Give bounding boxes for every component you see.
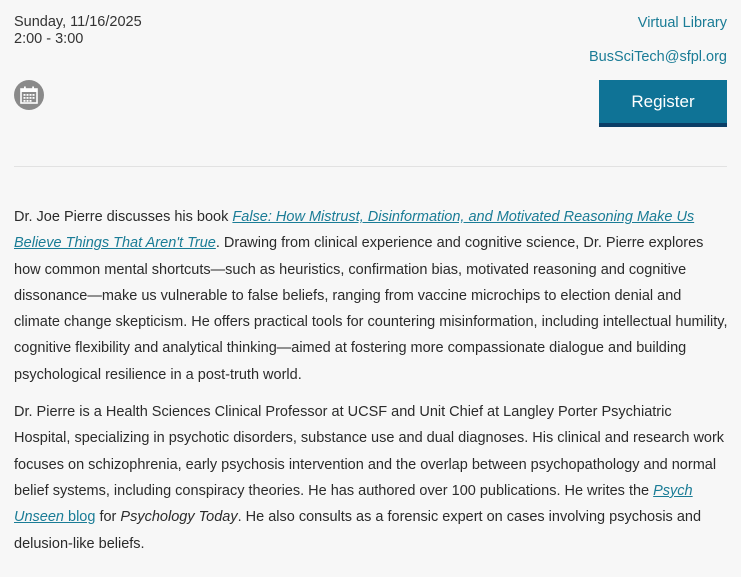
- event-header: [0, 0, 741, 168]
- location-link[interactable]: Virtual Library: [637, 15, 727, 31]
- description-intro: Dr. Joe Pierre discusses his book: [14, 209, 233, 225]
- calendar-icon: [20, 86, 38, 104]
- email-link[interactable]: BusSciTech@sfpl.org: [588, 49, 727, 65]
- description-text: . Drawing from clinical experience and cognitive science, Dr. Pierre explores how common mental shortcuts—such as heuristics, confirmation bias, motivated reasoning and cognitive dissonance—make us vulnerable to false beliefs, ranging from vaccine microchips to election denial and climate change skepticism. He offers practical tools for countering misinformation, including intellectual humility, cognitive flexibility and analytical thinking—aimed at fostering more compassionate dialogue and building psychological resilience in a post-truth world.: [14, 235, 728, 383]
- description-paragraph-2: [14, 399, 730, 557]
- add-to-calendar-button[interactable]: [14, 80, 44, 110]
- register-button[interactable]: Register: [599, 80, 727, 127]
- divider: [14, 166, 727, 167]
- description-paragraph-1: [14, 204, 730, 388]
- event-time: 2:00 - 3:00: [14, 31, 84, 47]
- event-date: Sunday, 11/16/2025: [14, 14, 142, 30]
- event-description: [14, 204, 730, 568]
- bio-text-end: . He also consults as a forensic expert on cases involving psychosis and delusion-like beliefs.: [14, 509, 702, 552]
- for-text: for: [95, 509, 121, 526]
- magazine-name: Psychology Today: [120, 509, 238, 526]
- blog-suffix: blog: [63, 509, 96, 526]
- book-title-link[interactable]: False: How Mistrust, Disinformation, and Motivated Reasoning Make Us Believe Things That Aren't True: [14, 209, 695, 252]
- bio-text: Dr. Pierre is a Health Sciences Clinical Professor at UCSF and Unit Chief at Langley Porter Psychiatric Hospital, specializing in psychotic disorders, substance use and dual diagnoses. His clinical and research work focuses on schizophrenia, early psychosis intervention and the overlap between psychopathology and normal belief systems, including conspiracy theories. He has authored over 100 publications. He writes the: [14, 404, 725, 499]
- blog-title: Psych Unseen: [14, 482, 693, 526]
